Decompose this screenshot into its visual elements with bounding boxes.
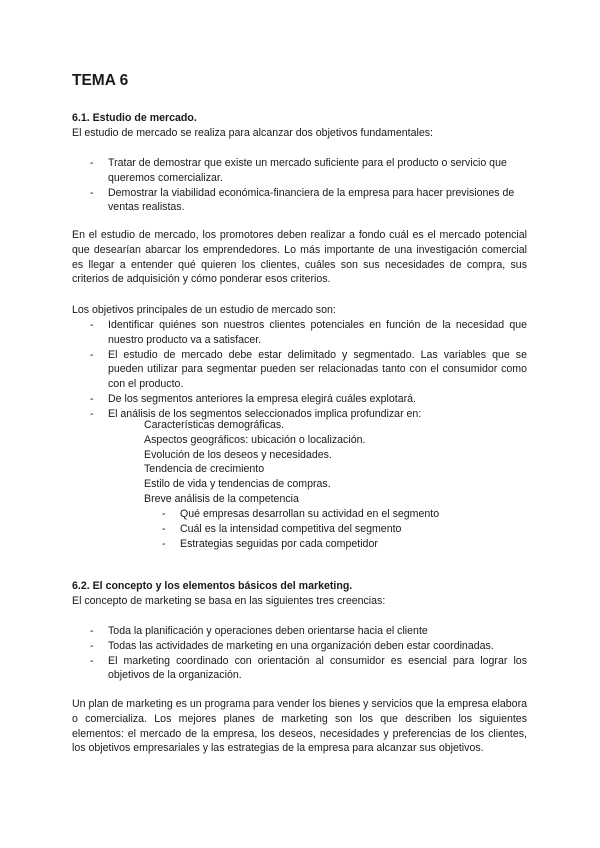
section-intro: El concepto de marketing se basa en las siguientes tres creencias:	[72, 594, 386, 607]
list-item: - Cuál es la intensidad competitiva del segmento	[72, 522, 527, 537]
page-title: TEMA 6	[72, 72, 129, 89]
list-item: - Estrategias seguidas por cada competidor	[72, 537, 527, 552]
list-item: Características demográficas.	[144, 419, 285, 431]
list-item: - El marketing coordinado con orientación al consumidor es esencial para lograr los objetivos de la organización.	[72, 654, 527, 684]
list-item: - Qué empresas desarrollan su actividad en el segmento	[72, 507, 527, 522]
list-item: - Toda la planificación y operaciones deben orientarse hacia el cliente	[72, 624, 527, 639]
list-item: - Tratar de demostrar que existe un mercado suficiente para el producto o servicio que queremos comercializar.	[72, 156, 527, 186]
list-item: Tendencia de crecimiento	[144, 463, 265, 476]
paragraph: Un plan de marketing es un programa para vender los bienes y servicios que la empresa elabora o comercializa. Los mejores planes de marketing son los que describen los siguientes elementos: el mercado de la empresa, los deseos, necesidades y preferencias de los clientes, los objetivos empresariales y las estrategias de la empresa para alcanzar sus objetivos.	[72, 698, 527, 755]
list-item: - De los segmentos anteriores la empresa elegirá cuáles explotará.	[72, 392, 527, 407]
list-item: Estilo de vida y tendencias de compras.	[144, 478, 331, 491]
section-heading: 6.2. El concepto y los elementos básicos del marketing.	[72, 580, 353, 592]
section-heading: 6.1. Estudio de mercado.	[72, 112, 197, 124]
main-objectives-intro: Los objetivos principales de un estudio de mercado son:	[72, 304, 336, 316]
list-item: - Demostrar la viabilidad económica-financiera de la empresa para hacer previsiones de ventas realistas.	[72, 186, 527, 216]
competition-list	[72, 507, 527, 551]
beliefs-list	[72, 624, 527, 683]
list-item: Evolución de los deseos y necesidades.	[144, 448, 332, 461]
main-objectives-list	[72, 318, 527, 422]
section-intro: El estudio de mercado se realiza para alcanzar dos objetivos fundamentales:	[72, 126, 433, 139]
list-item: - El análisis de los segmentos seleccionados implica profundizar en:	[72, 407, 527, 422]
list-item: - Identificar quiénes son nuestros clientes potenciales en función de la necesidad que nuestro producto va a satisfacer.	[72, 318, 527, 348]
section-marketing	[72, 579, 527, 609]
list-item: - Todas las actividades de marketing en una organización deben estar coordinadas.	[72, 639, 527, 654]
list-item: Aspectos geográficos: ubicación o localización.	[144, 433, 366, 446]
paragraph: En el estudio de mercado, los promotores deben realizar a fondo cuál es el mercado potencial que desearían abarcar los emprendedores. Lo más importante de una investigación comercial es llegar a entender qué quieren los clientes, cuáles son sus necesidades de compra, sus criterios de adquisición y cómo ponderar esos criterios.	[72, 229, 527, 286]
section-estudio-mercado	[72, 111, 527, 141]
list-item: Breve análisis de la competencia	[144, 492, 299, 505]
analysis-list	[72, 418, 527, 507]
list-item: - El estudio de mercado debe estar delimitado y segmentado. Las variables que se pueden utilizar para segmentar pueden ser relacionadas tanto con el consumidor como con el producto.	[72, 348, 527, 392]
objectives-list	[72, 156, 527, 215]
